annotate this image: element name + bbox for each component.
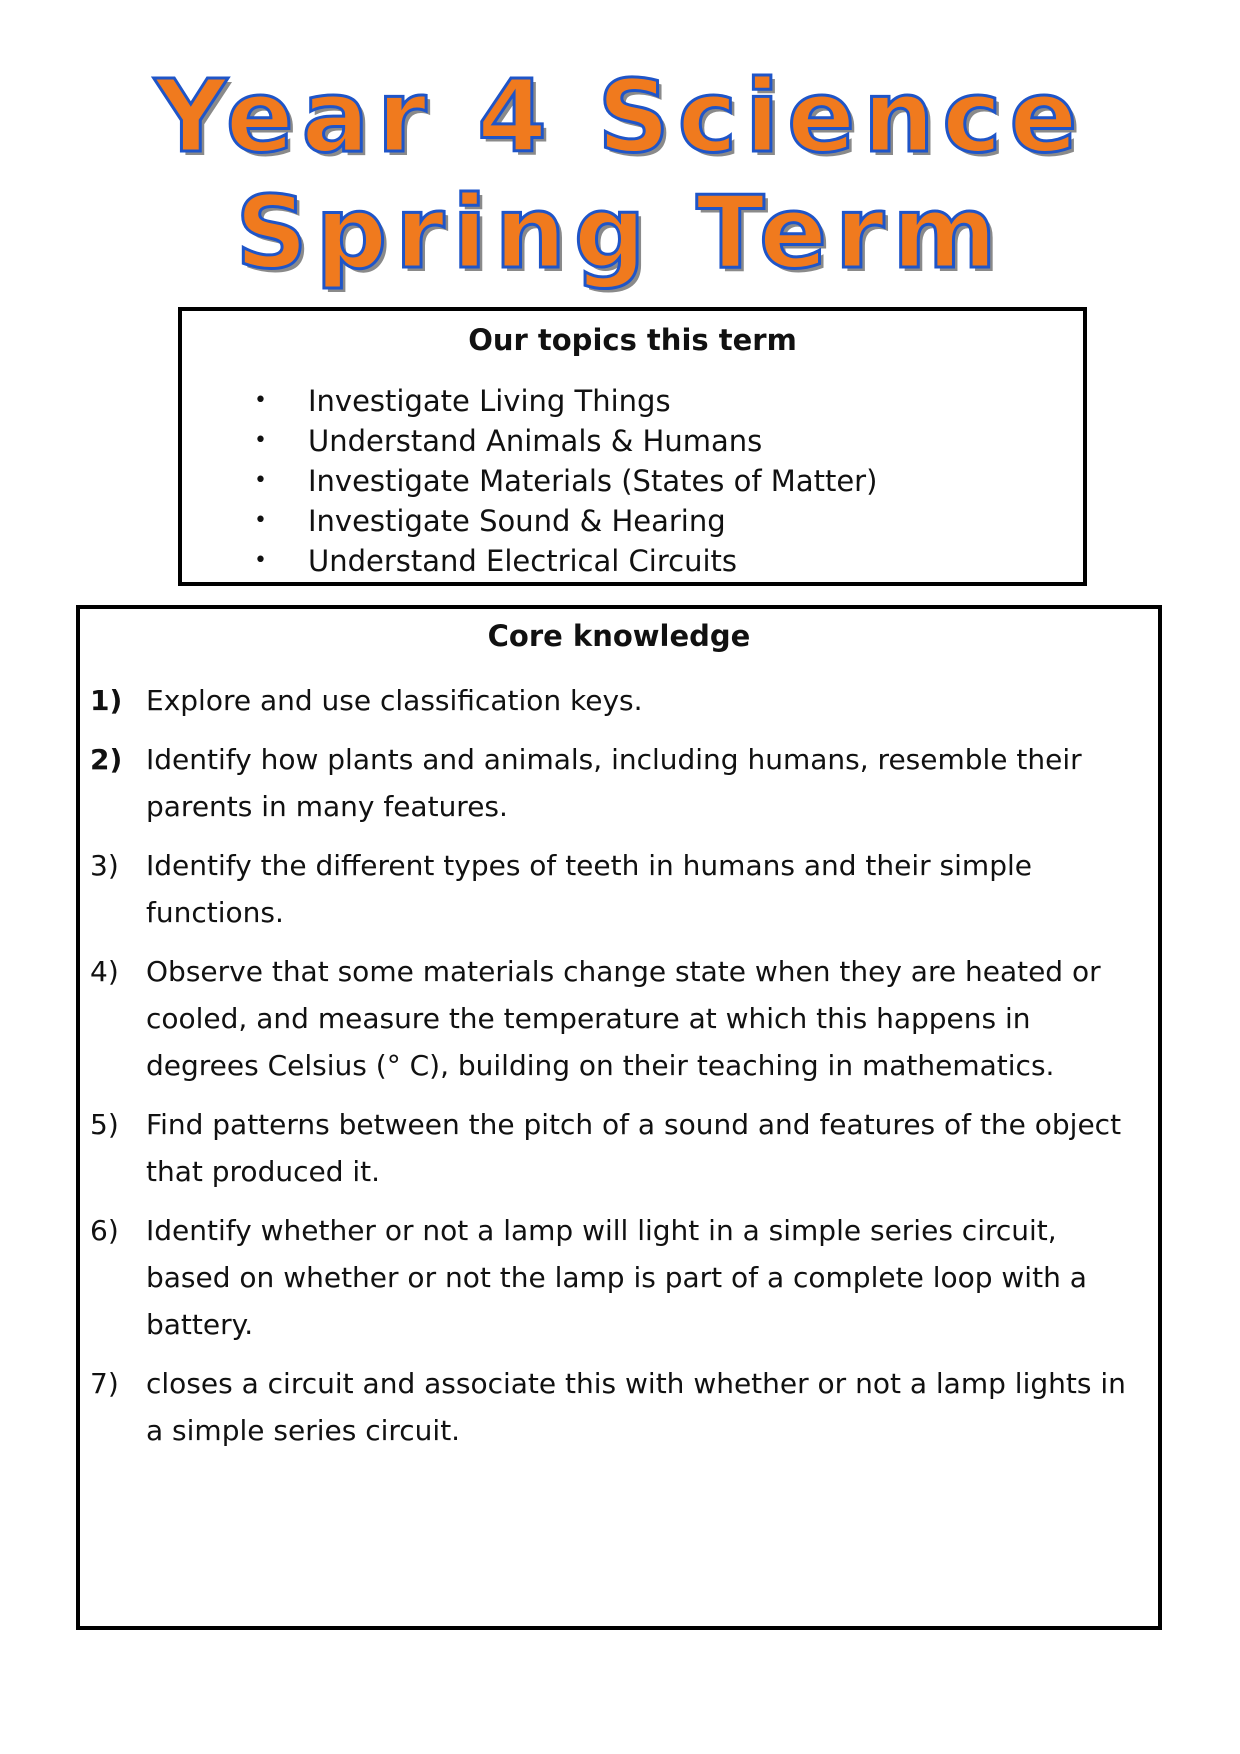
bullet-icon: • [254, 548, 267, 573]
core-item [80, 1360, 1158, 1454]
topic-text: Understand Animals & Humans [308, 424, 763, 458]
core-item-number: 2) [90, 743, 123, 776]
core-heading: Core knowledge [487, 619, 751, 653]
core-item [80, 842, 1158, 936]
topic-item [182, 461, 877, 501]
bullet-icon: • [254, 508, 267, 533]
core-item-number: 3) [90, 849, 119, 882]
topics-list [182, 381, 877, 581]
topic-item [182, 381, 877, 421]
page-title [0, 58, 1240, 292]
topic-item [182, 501, 877, 541]
bullet-icon: • [254, 388, 267, 413]
core-item-text: Explore and use classification keys. [146, 684, 643, 717]
core-item-number: 6) [90, 1214, 119, 1247]
core-item-number: 1) [90, 684, 123, 717]
core-item [80, 1207, 1158, 1348]
core-item-number: 7) [90, 1367, 119, 1400]
topic-text: Investigate Materials (States of Matter) [308, 464, 878, 498]
core-item-number: 5) [90, 1108, 119, 1141]
topic-text: Investigate Living Things [308, 384, 671, 418]
title-line-1: Year 4 Science [154, 58, 1086, 175]
core-item [80, 677, 1158, 724]
core-item [80, 1101, 1158, 1195]
bullet-icon: • [254, 428, 267, 453]
topic-text: Investigate Sound & Hearing [308, 504, 726, 538]
core-item-text: Identify the different types of teeth in humans and their simple functions. [146, 849, 1032, 929]
core-knowledge-box [76, 605, 1162, 1630]
core-item-number: 4) [90, 955, 119, 988]
core-item-text: Identify whether or not a lamp will light in a simple series circuit, based on whether or not the lamp is part of a complete loop with a battery. [146, 1214, 1087, 1341]
title-line-2: Spring Term [235, 174, 1005, 291]
core-list [80, 677, 1158, 1466]
core-item [80, 736, 1158, 830]
core-item-text: Find patterns between the pitch of a sound and features of the object that produced it. [146, 1108, 1122, 1188]
topic-text: Understand Electrical Circuits [308, 544, 737, 578]
core-item-text: closes a circuit and associate this with whether or not a lamp lights in a simple series circuit. [146, 1367, 1126, 1447]
core-item-text: Identify how plants and animals, including humans, resemble their parents in many features. [146, 743, 1082, 823]
topics-box [178, 307, 1087, 586]
core-item [80, 948, 1158, 1089]
bullet-icon: • [254, 468, 267, 493]
topic-item [182, 421, 877, 461]
topic-item [182, 541, 877, 581]
topics-heading: Our topics this term [468, 323, 797, 357]
core-item-text: Observe that some materials change state when they are heated or cooled, and measure the temperature at which this happens in degrees Celsius (° C), building on their teaching in mathematics. [146, 955, 1101, 1082]
